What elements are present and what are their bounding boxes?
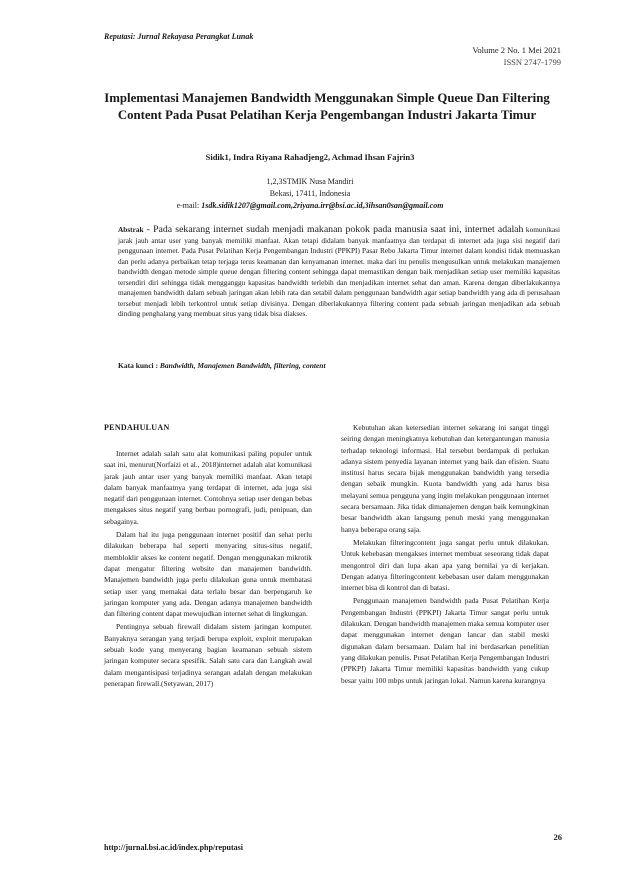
email-label: e-mail: xyxy=(176,201,202,210)
authors: Sidik1, Indra Riyana Rahadjeng2, Achmad Ihsan Fajrin3 xyxy=(205,152,415,162)
abstract-body: komunikasi jarak jauh antar user yang banyak memiliki manfaat. Akan tetapi didalam banyak manfaatnya dan terdapat di internet ada juga sisi negatif dari penggunaan internet. Pada Pusat Pelatihan Kerja Pengembangan Industri (PPKPI) Pasar Rebo Jakarta Timur internet dalam kondisi tidak memuaskan dan perlu adanya perbaikan tetap terjaga terus keamanan dan kenyamanan internet. maka dari itu penulis mengusulkan untuk melakukan manajemen bandwidth dengan metode simple queue dengan filtering content sehingga dapat memastikan dengan baik menjadikan setiap user memiliki kapasitas tersendiri diri sehingga tidak mengganggu kapasitas bandwidth terlebih dan menjadikan internet sehat dan aman. Karena dengan diberlakukannya manajemen bandwidth dalam sebuah jaringan akan lebih rata dan setabil dalam penggunaan bandwidth agar setiap bandwidth yang ada di perusahaan tersebut menjadi lebih terkontrol untuk setiap divisinya. Dengan diberlakukannya filtering content pada sebuah jaringan menjadikan ada sebuah dinding penghalang yang membuat situs yang tidak bisa diakses. xyxy=(118,225,560,318)
section-heading: PENDAHULUAN xyxy=(104,423,170,432)
emails: 1sdk.sidik1207@gmail.com,2riyana.irr@bsi.ac.id,3ihsan0san@gmail.com xyxy=(201,201,444,210)
paragraph: Pentingnya sebuah firewall didalam sistem jaringan komputer. Banyaknya serangan yang terjadi berupa exploit, exploit merupakan sebuah kode yang menyerang bagian keamanan sebuah sistem jaringan komputer secara spesifik. Salah satu cara dan Langkah awal dalam mengantisipasi terjadinya serangan adalah dengan melakukan penerapan firewall.(Setyawan, 2017) xyxy=(104,622,312,688)
paragraph: Internet adalah salah satu alat komunikasi paling populer untuk saat ini, menurut(Norfaizi et al., 2018)internet adalah alat komunikasi jarak jauh antar user yang banyak memiliki manfaat. Akan tetapi dalam banyak manfaatnya yang terdapat di internet, ada juga sisi negatif dari penggunaan internet. Contohnya setiap user dengan bebas mengakses situs negatif yang berbau pornografi, judi, penipuan, dan sebagainya. xyxy=(104,449,312,526)
keywords xyxy=(118,361,560,370)
column-right xyxy=(341,422,549,688)
city: Bekasi, 17411, Indonesia xyxy=(269,189,351,198)
volume-info: Volume 2 No. 1 Mei 2021 xyxy=(472,45,561,55)
institution: 1,2,3STMIK Nusa Mandiri xyxy=(266,177,354,186)
keywords-value: Bandwidth, Manajemen Bandwidth, filtering, content xyxy=(159,361,326,370)
keywords-label: Kata kunci : xyxy=(118,361,160,370)
paragraph: Kebutuhan akan ketersedian internet sekarang ini sangat tinggi seiring dengan meningkatnya kebutuhan dan ketergantungan manusia terhadap teknologi informasi. Hal tersebut berdampak di perlukan adanya sistem penyedia layanan internet yang baik dan efisien. Suatu institusi harus secara bijak menggunakan bandwidth yang tersedia dengan sebaik mungkin. Kuota bandwidth yang ada harus bisa melayani semua pengguna yang ingin melakukan penggunaan internet secara bersamaan. Jika tidak dimanajemen dengan baik kemungkinan besar bandwidth akan langsung penuh meski yang menggunakan hanya beberapa orang saja. xyxy=(341,423,549,534)
issn: ISSN 2747-1799 xyxy=(503,57,561,67)
volume-block xyxy=(472,44,561,68)
footer-url[interactable]: http://jurnal.bsi.ac.id/index.php/reputasi xyxy=(104,843,243,852)
paragraph: Melakukan filteringcontent juga sangat perlu untuk dilakukan. Untuk kebebasan mengakses internet membuat seseorang tidak dapat mengontrol diri dan lupa akan apa yang bernilai ya di kerjakan. Dengan adanya filteringcontent kebebasan user dalam menggunakan internet bisa di kontrol dan di batasi. xyxy=(341,537,549,593)
abstract xyxy=(118,225,560,320)
paper-title: Implementasi Manajemen Bandwidth Menggunakan Simple Queue Dan Filtering Content Pada Pusat Pelatihan Kerja Pengembangan Industri Jakarta Timur xyxy=(104,91,550,122)
abstract-label: Abstrak xyxy=(118,225,144,234)
page-number: 26 xyxy=(553,832,562,842)
paragraph: Penggunaan manajemen bandwidth pada Pusat Pelatihan Kerja Pengembangan Industri (PPKPI) Jakarta Timur sangat perlu untuk dilakukan. Dengan bandwidth manajemen maka semua komputer user dapat menggunakan internet dengan lancar dan stabil meski digunakan dalam bersamaan. Dalam hal ini berdasarkan penelitian yang dilakukan penulis. Pusat Pelatihan Kerja Pengembangan Industri (PPKPI) Jakarta Timur memiliki kapasitas bandwidth yang cukup besar yaitu 100 mbps untuk jaringan lokal. Namun karena kurangnya xyxy=(341,596,549,685)
affiliation xyxy=(0,176,620,212)
email-line xyxy=(0,200,620,212)
journal-name: Reputasi: Jurnal Rekayasa Perangkat Lunak xyxy=(104,32,254,41)
paragraph: Dalam hal itu juga penggunaan internet positif dan sehat perlu dilakukan beberapa hal seperti menyaring situs-situs negatif, membloklir akses ke content negatif. Dengan menggunakan mikrotik dapat mengatur filtering website dan manajemen bandwidth. Manajemen bandwidth juga perlu dilakukan guna untuk membatasi setiap user yang memakai data terlalu besar dan berpengaruh ke jaringan komputer yang ada. Dengan adanya manajemen bandwidth dan filtering content dapat mewujudkan internet sehat di lingkungan. xyxy=(104,530,312,619)
abstract-lead: - Pada sekarang internet sudah menjadi makanan pokok pada manusia saat ini, internet adalah xyxy=(143,224,524,235)
column-left xyxy=(104,448,312,691)
